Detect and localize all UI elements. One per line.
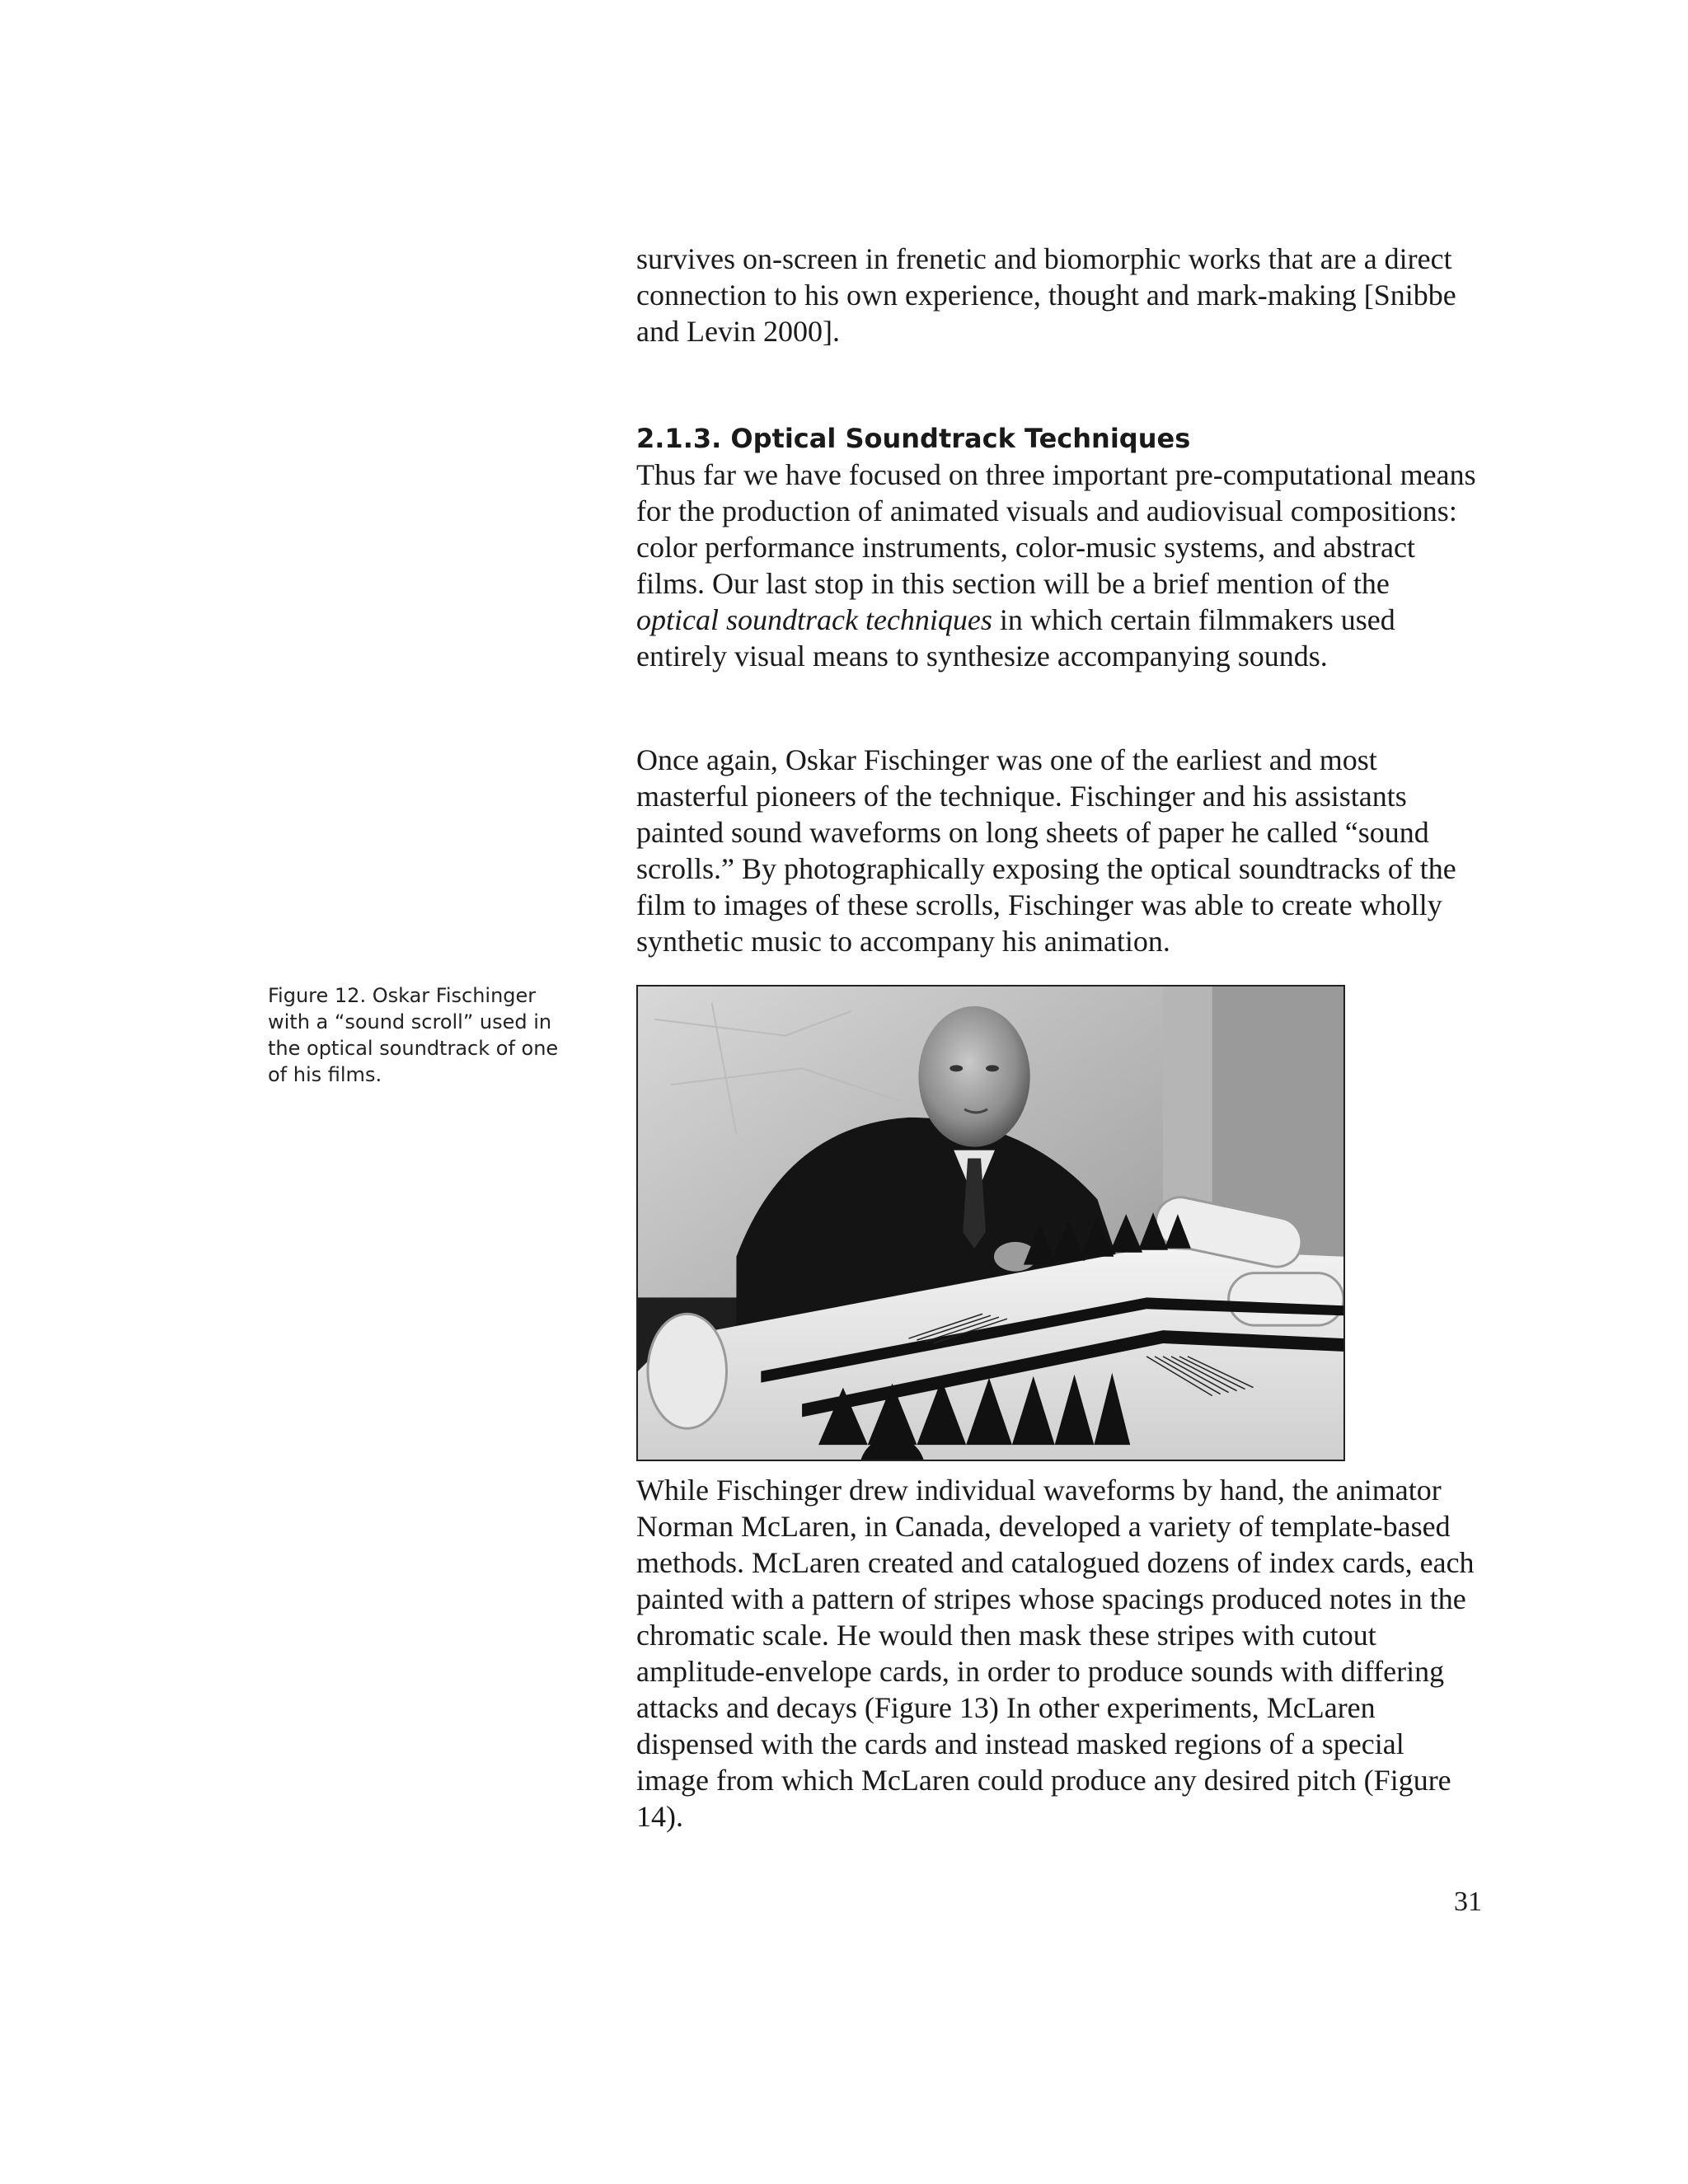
paragraph-focus-italic: optical soundtrack techniques bbox=[636, 603, 992, 636]
paragraph-focus-text-1: Thus far we have focused on three important pre-computational means for the production of animated visuals and audiovisual compositions: color performance instruments, color-music systems, and abstract films. Our last stop in this section will be a brief mention of the bbox=[636, 458, 1476, 600]
photo-illustration bbox=[638, 987, 1343, 1460]
figure-photo bbox=[636, 985, 1345, 1461]
section-heading: 2.1.3. Optical Soundtrack Techniques bbox=[636, 423, 1191, 454]
page-number: 31 bbox=[1454, 1886, 1482, 1917]
figure-caption: Figure 12. Oskar Fischinger with a “sound scroll” used in the optical soundtrack of one of his films. bbox=[268, 984, 559, 1086]
paragraph-fischinger: Once again, Oskar Fischinger was one of the earliest and most masterful pioneers of the technique. Fischinger and his assistants painted sound waveforms on long sheets of paper he called “sound scrolls.” By photographically exposing the optical soundtracks of the film to images of these scrolls, Fischinger was able to create wholly synthetic music to accompany his animation. bbox=[636, 743, 1456, 958]
paragraph-mclaren: While Fischinger drew individual waveforms by hand, the animator Norman McLaren, in Canada, developed a variety of template-based methods. McLaren created and catalogued dozens of index cards, each painted with a pattern of stripes whose spacings produced notes in the chromatic scale. He would then mask these stripes with cutout amplitude-envelope cards, in order to produce sounds with differing attacks and decays (Figure 13) In other experiments, McLaren dispensed with the cards and instead masked regions of a special image from which McLaren could produce any desired pitch (Figure 14). bbox=[636, 1474, 1475, 1833]
paragraph-focus-text-2: in which certain filmmakers used entirely visual means to synthesize accompanying sounds. bbox=[636, 603, 1395, 673]
paragraph-focus bbox=[636, 457, 1477, 674]
paragraph-intro: survives on-screen in frenetic and biomorphic works that are a direct connection to his own experience, thought and mark-making [Snibbe and Levin 2000]. bbox=[636, 242, 1456, 348]
